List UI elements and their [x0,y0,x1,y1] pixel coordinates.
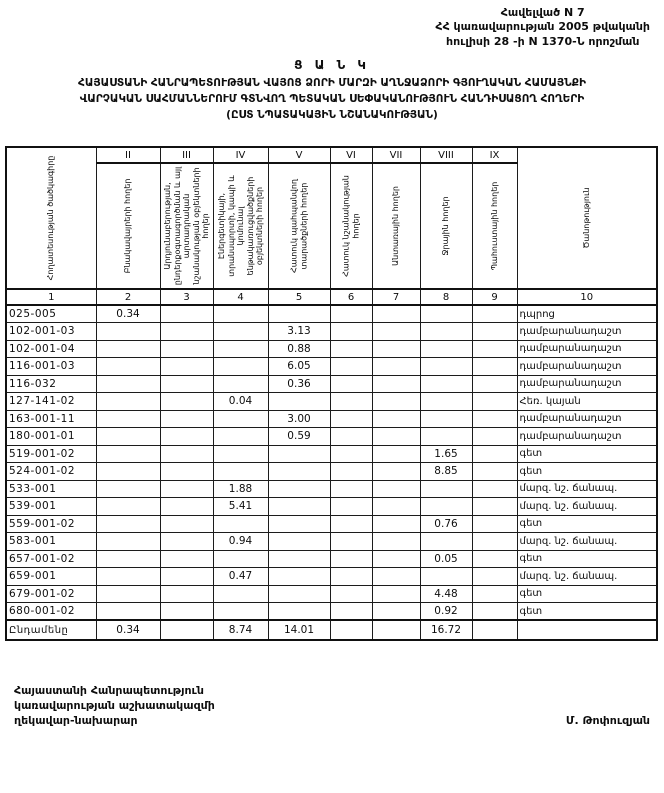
column-number: 6 [330,289,372,305]
column-header-forest-label: Անտառային հողեր [391,186,401,266]
value-cell [420,410,472,428]
note-cell: Հեռ. կայան [517,393,657,411]
footer-line-3: ղեկավար-նախարար [14,713,138,727]
value-cell [268,445,330,463]
table-row [6,585,657,603]
value-cell [330,358,372,376]
value-cell [420,533,472,551]
table-row [6,515,657,533]
value-cell: 0.92 [420,603,472,621]
value-cell [160,568,213,586]
footer-line-2: կառավարության աշխատակազմի [14,698,215,712]
code-cell: 519-001-02 [6,445,96,463]
table-row [6,550,657,568]
value-cell: 16.72 [420,620,472,640]
note-cell: դամբարանադաշտ [517,410,657,428]
note-cell: գետ [517,445,657,463]
column-header-infrastructure [213,163,268,289]
value-cell [420,568,472,586]
value-cell [96,358,160,376]
value-cell [96,480,160,498]
value-cell [330,533,372,551]
table-row [6,463,657,481]
value-cell: 3.13 [268,323,330,341]
value-cell [96,323,160,341]
value-cell [213,410,268,428]
value-cell [472,445,517,463]
note-cell [517,620,657,640]
land-table [5,146,658,641]
value-cell [96,445,160,463]
value-cell [372,515,420,533]
note-cell: գետ [517,515,657,533]
value-cell [330,323,372,341]
value-cell [472,515,517,533]
column-header-residential-label: Բնակավայրերի հողեր [123,178,133,274]
value-cell [213,603,268,621]
value-cell [96,515,160,533]
value-cell [420,428,472,446]
value-cell: 1.88 [213,480,268,498]
value-cell [96,585,160,603]
value-cell [268,585,330,603]
column-number: 4 [213,289,268,305]
table-row [6,498,657,516]
value-cell [330,550,372,568]
value-cell [268,498,330,516]
value-cell [420,498,472,516]
value-cell [213,550,268,568]
roman-VII: VII [372,147,420,163]
column-header-industrial [160,163,213,289]
subtitle-line-3: (ԸՍՏ ՆՊԱՏԱԿԱՅԻՆ ՆՇԱՆԱԿՈՒԹՅԱՆ) [226,108,438,121]
value-cell [472,620,517,640]
note-cell: մարզ. նշ. ճանապ. [517,498,657,516]
code-cell: 116-032 [6,375,96,393]
value-cell [96,340,160,358]
value-cell: 0.04 [213,393,268,411]
annex-line-2: ՀՀ կառավարության 2005 թվականի [435,20,650,34]
column-header-special [330,163,372,289]
value-cell [372,340,420,358]
value-cell [160,375,213,393]
column-header-special-label: Հատուկ նշանակության հողեր [341,175,360,277]
roman-IV: IV [213,147,268,163]
column-header-reserve-label: Պահուստային հողեր [489,181,499,271]
total-row [6,620,657,640]
value-cell [96,393,160,411]
code-cell: 659-001 [6,568,96,586]
note-cell: դամբարանադաշտ [517,358,657,376]
value-cell [268,533,330,551]
value-cell: 6.05 [268,358,330,376]
note-cell: գետ [517,550,657,568]
value-cell [213,305,268,323]
column-header-infrastructure-label: Էներգետիկայի, տրանսպորտի, կապի և կոմունալ ենթակառուցվածքների օբյեկտների հողեր [216,175,264,277]
value-cell [160,585,213,603]
note-cell: գետ [517,585,657,603]
column-header-reserve [472,163,517,289]
value-cell: 0.59 [268,428,330,446]
column-number: 1 [6,289,96,305]
note-cell: դպրոց [517,305,657,323]
value-cell: 4.48 [420,585,472,603]
column-header-industrial-label: Արդյունաբերության, ընդերքօգտագործման և այլ արտադրական նշանակության օբյեկտների հողեր [162,166,210,286]
value-cell [160,463,213,481]
value-cell [372,533,420,551]
value-cell [330,393,372,411]
column-header-protected-label: Հատուկ պահպանվող տարածքների հողեր [289,179,308,273]
value-cell [330,340,372,358]
note-cell: դամբարանադաշտ [517,323,657,341]
column-number: 8 [420,289,472,305]
value-cell [330,620,372,640]
value-cell: 0.88 [268,340,330,358]
note-cell: մարզ. նշ. ճանապ. [517,480,657,498]
value-cell [472,550,517,568]
roman-V: V [268,147,330,163]
value-cell [472,340,517,358]
value-cell: 0.76 [420,515,472,533]
value-cell [268,305,330,323]
value-cell [213,463,268,481]
value-cell [268,550,330,568]
table-row [6,603,657,621]
note-cell: գետ [517,463,657,481]
roman-VI: VI [330,147,372,163]
roman-VIII: VIII [420,147,472,163]
value-cell [330,568,372,586]
value-cell [160,305,213,323]
column-header-protected [268,163,330,289]
roman-IX: IX [472,147,517,163]
column-header-forest [372,163,420,289]
note-cell: մարզ. նշ. ճանապ. [517,533,657,551]
value-cell [372,463,420,481]
column-number: 10 [517,289,657,305]
column-number: 2 [96,289,160,305]
code-cell: 102-001-04 [6,340,96,358]
table-row [6,445,657,463]
value-cell [330,480,372,498]
value-cell [268,568,330,586]
code-cell: 116-001-03 [6,358,96,376]
column-header-water [420,163,472,289]
note-cell: դամբարանադաշտ [517,375,657,393]
value-cell [372,550,420,568]
value-cell [213,358,268,376]
value-cell [372,445,420,463]
code-cell: 180-001-01 [6,428,96,446]
value-cell: 0.47 [213,568,268,586]
value-cell [330,428,372,446]
value-cell [372,603,420,621]
value-cell [160,515,213,533]
value-cell: 8.85 [420,463,472,481]
column-number: 3 [160,289,213,305]
value-cell [372,410,420,428]
column-header-water-label: Ջրային հողեր [441,196,451,256]
value-cell [330,498,372,516]
value-cell [472,305,517,323]
value-cell [330,375,372,393]
value-cell [420,340,472,358]
value-cell: 0.05 [420,550,472,568]
value-cell [372,323,420,341]
value-cell [213,585,268,603]
value-cell [372,585,420,603]
value-cell: 0.36 [268,375,330,393]
note-cell: գետ [517,603,657,621]
value-cell: 8.74 [213,620,268,640]
code-cell: 583-001 [6,533,96,551]
code-cell: 680-001-02 [6,603,96,621]
value-cell [96,410,160,428]
value-cell [213,375,268,393]
note-cell: մարզ. նշ. ճանապ. [517,568,657,586]
signatory-title [14,684,215,729]
value-cell [472,568,517,586]
value-cell [472,533,517,551]
value-cell [372,375,420,393]
value-cell [472,463,517,481]
column-header-code-label: Հողատեսության ծածկագիրը [46,155,56,281]
value-cell: 0.94 [213,533,268,551]
value-cell [330,463,372,481]
value-cell [160,428,213,446]
table-row [6,305,657,323]
code-cell: 539-001 [6,498,96,516]
value-cell [160,480,213,498]
value-cell [472,393,517,411]
value-cell [420,358,472,376]
value-cell [160,358,213,376]
value-cell [472,603,517,621]
roman-III: III [160,147,213,163]
value-cell [420,305,472,323]
value-cell [160,393,213,411]
value-cell [372,428,420,446]
column-number-row [6,289,657,305]
table-row [6,323,657,341]
value-cell [213,340,268,358]
value-cell [420,480,472,498]
value-cell [213,428,268,446]
value-cell [160,533,213,551]
footer-line-1: Հայաստանի Հանրապետություն [14,684,204,697]
table-row [6,393,657,411]
value-cell [472,323,517,341]
value-cell [96,603,160,621]
footer [14,684,650,729]
value-cell [96,498,160,516]
value-cell: 1.65 [420,445,472,463]
value-cell [96,375,160,393]
page-title: Ց Ա Ն Կ [294,58,370,72]
value-cell [160,340,213,358]
value-cell [372,393,420,411]
subtitle-line-1: ՀԱՅԱՍՏԱՆԻ ՀԱՆՐԱՊԵՏՈՒԹՅԱՆ ՎԱՅՈՑ ՁՈՐԻ ՄԱՐԶԻ ԱՂՆՋԱՁՈՐԻ ԳՅՈՒՂԱԿԱՆ ՀԱՄԱՅՆՔԻ [78,77,586,89]
table-row [6,410,657,428]
value-cell [372,568,420,586]
page-subtitle [6,76,658,123]
value-cell [160,603,213,621]
value-cell [268,603,330,621]
value-cell [268,463,330,481]
value-cell: 5.41 [213,498,268,516]
table-body [6,305,657,640]
annex-reference [435,6,650,49]
value-cell [96,568,160,586]
code-cell: 533-001 [6,480,96,498]
value-cell: 0.34 [96,620,160,640]
value-cell [472,585,517,603]
value-cell [160,410,213,428]
annex-line-3: հուլիսի 28 -ի N 1370-Ն որոշման [446,34,640,48]
value-cell [330,603,372,621]
subtitle-line-2: ՎԱՐՉԱԿԱՆ ՍԱՀՄԱՆՆԵՐՈՒՄ ԳՏՆՎՈՂ ՊԵՏԱԿԱՆ ՍԵՓԱԿԱՆՈՒԹՅՈՒՆ ՀԱՆԴԻՍԱՑՈՂ ՀՈՂԵՐԻ [79,92,585,105]
value-cell [420,393,472,411]
value-cell [372,498,420,516]
total-label-cell: Ընդամենը [6,620,96,640]
value-cell [330,410,372,428]
signatory-name: Մ. Թոփուզյան [565,713,650,727]
roman-II: II [96,147,160,163]
value-cell: 14.01 [268,620,330,640]
value-cell [372,620,420,640]
value-cell [372,305,420,323]
value-cell [372,358,420,376]
code-cell: 524-001-02 [6,463,96,481]
value-cell [330,445,372,463]
value-cell [160,323,213,341]
column-number: 9 [472,289,517,305]
code-cell: 127-141-02 [6,393,96,411]
value-cell [420,375,472,393]
table-row [6,375,657,393]
value-cell [160,620,213,640]
value-cell [160,445,213,463]
value-cell [213,445,268,463]
note-cell: դամբարանադաշտ [517,428,657,446]
value-cell [213,515,268,533]
value-cell [472,498,517,516]
table-header [6,147,657,305]
value-cell [213,323,268,341]
value-cell [372,480,420,498]
code-cell: 025-005 [6,305,96,323]
code-cell: 102-001-03 [6,323,96,341]
value-cell [472,358,517,376]
value-cell [96,463,160,481]
value-cell [330,585,372,603]
roman-numeral-row [6,147,657,163]
code-cell: 559-001-02 [6,515,96,533]
value-cell [472,480,517,498]
column-number: 7 [372,289,420,305]
table-row [6,428,657,446]
value-cell [96,428,160,446]
code-cell: 679-001-02 [6,585,96,603]
value-cell [96,550,160,568]
table-row [6,340,657,358]
value-cell [268,515,330,533]
value-cell [472,375,517,393]
value-cell [330,515,372,533]
value-cell [160,498,213,516]
value-cell [472,410,517,428]
column-header-code [6,147,96,289]
value-cell [268,393,330,411]
value-cell [420,323,472,341]
note-cell: դամբարանադաշտ [517,340,657,358]
code-cell: 163-001-11 [6,410,96,428]
value-cell [268,480,330,498]
table-row [6,480,657,498]
column-number: 5 [268,289,330,305]
value-cell [96,533,160,551]
value-cell: 0.34 [96,305,160,323]
annex-line-1: Հավելված N 7 [500,6,585,19]
table-row [6,533,657,551]
column-header-residential [96,163,160,289]
code-cell: 657-001-02 [6,550,96,568]
table-row [6,568,657,586]
value-cell [472,428,517,446]
column-header-note [517,147,657,289]
value-cell [160,550,213,568]
column-header-note-label: Ծանոթություն [581,187,591,249]
value-cell: 3.00 [268,410,330,428]
table-row [6,358,657,376]
value-cell [330,305,372,323]
